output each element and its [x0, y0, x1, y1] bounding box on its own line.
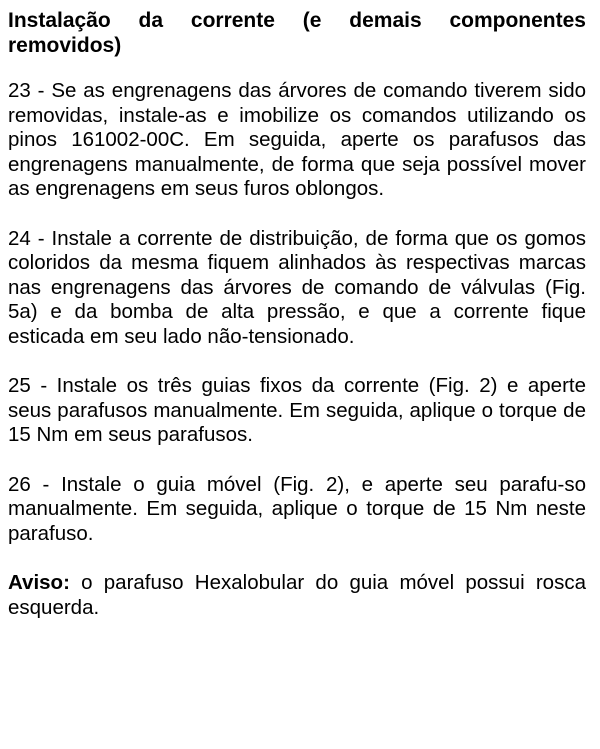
warning-label: Aviso:: [8, 571, 70, 594]
step-24-paragraph: 24 - Instale a corrente de distribuição, de forma que os gomos coloridos da mesma fiquem alinhados às respectivas marcas nas engrenagens das árvores de comando de válvulas (Fig. 5a) e da bomba de alta pressão, e que a corrente fique esticada em seu lado não-tensionado.: [8, 226, 586, 348]
warning-text: o parafuso Hexalobular do guia móvel possui rosca esquerda.: [8, 571, 586, 619]
step-23-paragraph: 23 - Se as engrenagens das árvores de comando tiverem sido removidas, instale-as e imobilize os comandos utilizando os pinos 161002-00C. Em seguida, aperte os parafusos das engrenagens manualmente, de forma que seja possível mover as engrenagens em seus furos oblongos.: [8, 79, 586, 200]
step-26-paragraph: 26 - Instale o guia móvel (Fig. 2), e aperte seu parafu-so manualmente. Em seguida, aplique o torque de 15 Nm neste parafuso.: [8, 472, 586, 545]
warning-note: [8, 571, 586, 620]
section-heading: Instalação da corrente (e demais componentes removidos): [8, 9, 586, 57]
step-25-paragraph: 25 - Instale os três guias fixos da corrente (Fig. 2) e aperte seus parafusos manualmente. Em seguida, aplique o torque de 15 Nm em seus parafusos.: [8, 374, 586, 446]
